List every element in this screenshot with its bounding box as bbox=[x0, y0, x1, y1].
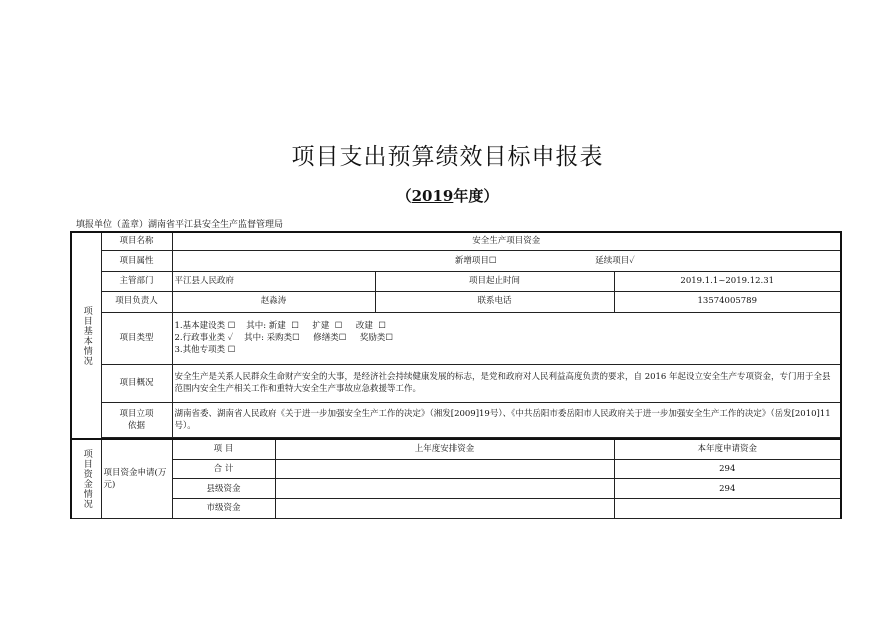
row-project-type bbox=[71, 312, 841, 364]
section-funds-label: 项目资金情况 bbox=[81, 449, 92, 510]
project-name-label: 项目名称 bbox=[101, 232, 172, 251]
phone-label: 联系电话 bbox=[375, 291, 614, 312]
type-line-3: 3.其他专项类 ☐ bbox=[174, 345, 236, 356]
section-basic-label: 项目基本情况 bbox=[81, 305, 92, 366]
overview-label: 项目概况 bbox=[101, 364, 172, 402]
row-leader bbox=[71, 291, 841, 312]
project-attr-label: 项目属性 bbox=[101, 251, 172, 272]
row-dept bbox=[71, 272, 841, 292]
funds-total-last bbox=[275, 459, 614, 479]
type-label: 项目类型 bbox=[101, 312, 172, 364]
row-project-name bbox=[71, 232, 841, 251]
funds-city-this bbox=[614, 499, 841, 519]
year-open: （ bbox=[396, 187, 412, 205]
period-label: 项目起止时间 bbox=[375, 272, 614, 292]
funds-county-label: 县级资金 bbox=[172, 479, 275, 499]
basis-label-line-2: 依据 bbox=[127, 421, 145, 432]
funds-row-total bbox=[71, 459, 841, 479]
funds-total-this: 294 bbox=[614, 459, 841, 479]
funds-apply-label: 项目资金申请(万元) bbox=[101, 439, 172, 518]
overview-value: 安全生产是关系人民群众生命财产安全的大事，是经济社会持续健康发展的标志，是党和政府对人民利益高度负责的要求，自 2016 年起设立安全生产专项资金，专门用于全县范围内安全生产相关工作和重特大安全生产事故应急救援等工作。 bbox=[172, 364, 841, 402]
basis-label-line-1: 项目立项 bbox=[119, 408, 154, 419]
funds-row-county bbox=[71, 479, 841, 499]
declaration-table bbox=[70, 231, 842, 519]
row-project-attr bbox=[71, 251, 841, 272]
col-item-header: 项 目 bbox=[172, 439, 275, 459]
basis-value: 湖南省委、湖南省人民政府《关于进一步加强安全生产工作的决定》（湘发[2009]19号）、《中共岳阳市委岳阳市人民政府关于进一步加强安全生产工作的决定》（岳发[2010]11号）。 bbox=[172, 403, 841, 438]
funds-city-label: 市级资金 bbox=[172, 499, 275, 519]
funds-city-last bbox=[275, 499, 614, 519]
year-value: 2019 bbox=[411, 187, 454, 205]
type-line-2: 2.行政事业类 ✓ 其中: 采购类☐ 修缮类☐ 奖励类☐ bbox=[174, 332, 394, 343]
attr-new-option: 新增项目☐ bbox=[454, 255, 497, 266]
project-attr-value bbox=[172, 251, 841, 272]
basis-label bbox=[101, 403, 172, 438]
filling-unit: 填报单位（盖章）湖南省平江县安全生产监督管理局 bbox=[76, 220, 284, 230]
section-funds-cell bbox=[71, 439, 101, 518]
col-this-year-header: 本年度申请资金 bbox=[614, 439, 841, 459]
attr-continue-option: 延续项目✓ bbox=[595, 255, 635, 266]
dept-label: 主管部门 bbox=[101, 272, 172, 292]
project-name-value: 安全生产项目资金 bbox=[172, 232, 841, 251]
section-basic-cell bbox=[71, 232, 101, 439]
type-value bbox=[172, 312, 841, 364]
row-basis bbox=[71, 403, 841, 438]
leader-label: 项目负责人 bbox=[101, 291, 172, 312]
row-overview bbox=[71, 364, 841, 402]
row-funds-header bbox=[71, 439, 841, 459]
funds-county-last bbox=[275, 479, 614, 499]
funds-county-this: 294 bbox=[614, 479, 841, 499]
col-last-year-header: 上年度安排资金 bbox=[275, 439, 614, 459]
funds-total-label: 合 计 bbox=[172, 459, 275, 479]
dept-value: 平江县人民政府 bbox=[172, 272, 375, 292]
type-line-1: 1.基本建设类 ☐ 其中: 新建 ☐ 扩建 ☐ 改建 ☐ bbox=[174, 320, 386, 331]
form-year bbox=[0, 185, 895, 206]
year-suffix: 年度） bbox=[453, 187, 499, 205]
period-value: 2019.1.1~2019.12.31 bbox=[614, 272, 841, 292]
funds-row-city bbox=[71, 499, 841, 519]
form-title: 项目支出预算绩效目标申报表 bbox=[291, 144, 604, 170]
leader-value: 赵淼涛 bbox=[172, 291, 375, 312]
phone-value: 13574005789 bbox=[614, 291, 841, 312]
